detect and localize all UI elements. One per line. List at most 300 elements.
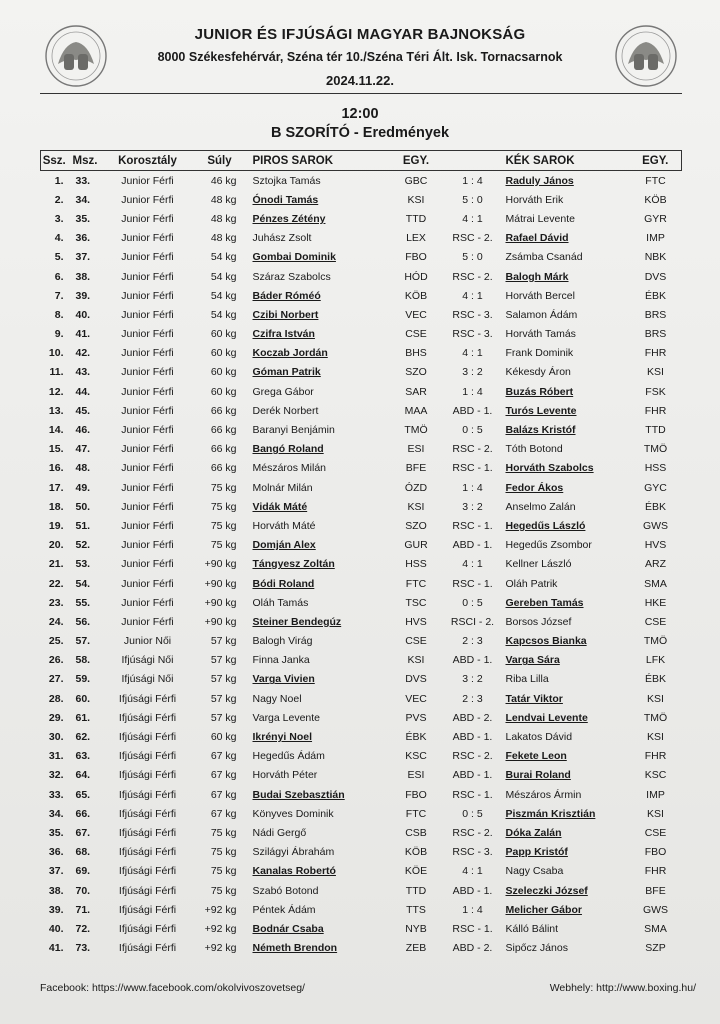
bout-result: RSC - 2. bbox=[452, 443, 493, 456]
weight-class: 57 kg bbox=[210, 635, 237, 648]
bout-result: ABD - 2. bbox=[452, 711, 493, 724]
bout-number: 13. bbox=[48, 404, 64, 417]
weight-class: +90 kg bbox=[204, 577, 237, 590]
age-category: Junior Férfi bbox=[121, 424, 174, 437]
col-header-suly: Súly bbox=[193, 151, 247, 171]
bout-number: 27. bbox=[48, 673, 64, 686]
red-corner-boxer: Vidák Máté bbox=[252, 500, 308, 513]
blue-corner-club: CSE bbox=[644, 615, 667, 628]
blue-corner-club: TMÖ bbox=[643, 711, 668, 724]
red-corner-club: TSC bbox=[405, 596, 427, 609]
blue-corner-boxer: Fekete Leon bbox=[505, 750, 567, 763]
blue-corner-boxer: Melicher Gábor bbox=[505, 903, 582, 916]
blue-corner-club: KSI bbox=[647, 731, 664, 744]
table-row bbox=[41, 651, 682, 670]
bout-result: 3 : 2 bbox=[462, 673, 483, 686]
table-row bbox=[41, 382, 682, 401]
table-row bbox=[41, 267, 682, 286]
blue-corner-club: TMÖ bbox=[643, 635, 668, 648]
weight-class: 66 kg bbox=[210, 443, 237, 456]
bout-result: 1 : 4 bbox=[462, 481, 483, 494]
match-number: 63. bbox=[75, 750, 91, 763]
age-category: Ifjúsági Férfi bbox=[118, 903, 177, 916]
age-category: Ifjúsági Férfi bbox=[118, 942, 177, 955]
weight-class: 54 kg bbox=[210, 308, 237, 321]
blue-corner-club: FHR bbox=[644, 404, 667, 417]
blue-corner-boxer: Borsos József bbox=[505, 615, 572, 628]
age-category: Junior Férfi bbox=[121, 462, 174, 475]
red-corner-club: SAR bbox=[405, 385, 427, 398]
blue-corner-club: IMP bbox=[646, 232, 665, 245]
weight-class: +90 kg bbox=[204, 596, 237, 609]
match-number: 50. bbox=[75, 500, 91, 513]
table-row bbox=[41, 440, 682, 459]
blue-corner-club: TTD bbox=[645, 424, 666, 437]
age-category: Ifjúsági Férfi bbox=[118, 807, 177, 820]
red-corner-boxer: Finna Janka bbox=[252, 654, 310, 667]
bout-number: 4. bbox=[54, 232, 64, 245]
table-row bbox=[41, 862, 682, 881]
age-category: Junior Férfi bbox=[121, 174, 174, 187]
blue-corner-boxer: Salamon Ádám bbox=[505, 308, 578, 321]
blue-corner-boxer: Hegedűs László bbox=[505, 519, 586, 532]
table-row bbox=[41, 593, 682, 612]
red-corner-club: LEX bbox=[406, 232, 426, 245]
red-corner-boxer: Bodnár Csaba bbox=[252, 922, 324, 935]
blue-corner-club: NBK bbox=[644, 251, 667, 264]
weight-class: 48 kg bbox=[210, 212, 237, 225]
blue-corner-boxer: Riba Lilla bbox=[505, 673, 549, 686]
red-corner-club: FBO bbox=[405, 788, 427, 801]
table-header-row bbox=[41, 151, 682, 171]
red-corner-club: GBC bbox=[404, 174, 428, 187]
weight-class: 60 kg bbox=[210, 328, 237, 341]
bout-result: 4 : 1 bbox=[462, 212, 483, 225]
weight-class: 54 kg bbox=[210, 251, 237, 264]
match-number: 69. bbox=[75, 865, 91, 878]
red-corner-boxer: Baranyi Benjámin bbox=[252, 424, 335, 437]
table-row bbox=[41, 555, 682, 574]
match-number: 68. bbox=[75, 846, 91, 859]
table-row bbox=[41, 286, 682, 305]
blue-corner-club: FSK bbox=[645, 385, 666, 398]
red-corner-boxer: Bódi Roland bbox=[252, 577, 315, 590]
weight-class: 57 kg bbox=[210, 711, 237, 724]
red-corner-boxer: Horváth Máté bbox=[252, 519, 316, 532]
red-corner-club: ESI bbox=[407, 769, 425, 782]
results-table bbox=[40, 150, 682, 958]
weight-class: 75 kg bbox=[210, 846, 237, 859]
weight-class: 54 kg bbox=[210, 289, 237, 302]
red-corner-club: MAA bbox=[404, 404, 428, 417]
blue-corner-boxer: Fedor Ákos bbox=[505, 481, 564, 494]
red-corner-boxer: Kanalas Robertó bbox=[252, 865, 336, 878]
blue-corner-boxer: Varga Sára bbox=[505, 654, 560, 667]
match-number: 43. bbox=[75, 366, 91, 379]
table-row bbox=[41, 670, 682, 689]
blue-corner-boxer: Rafael Dávid bbox=[505, 232, 569, 245]
red-corner-boxer: Koczab Jordán bbox=[252, 347, 328, 360]
weight-class: 75 kg bbox=[210, 865, 237, 878]
weight-class: 57 kg bbox=[210, 654, 237, 667]
bout-number: 6. bbox=[54, 270, 64, 283]
blue-corner-boxer: Papp Kristóf bbox=[505, 846, 568, 859]
table-row bbox=[41, 325, 682, 344]
red-corner-boxer: Péntek Ádám bbox=[252, 903, 316, 916]
red-corner-club: GUR bbox=[404, 539, 428, 552]
match-number: 33. bbox=[75, 174, 91, 187]
red-corner-boxer: Sztojka Tamás bbox=[252, 174, 321, 187]
blue-corner-club: KSI bbox=[647, 692, 664, 705]
bout-result: 0 : 5 bbox=[462, 807, 483, 820]
bout-result: 1 : 4 bbox=[462, 174, 483, 187]
bout-result: RSC - 1. bbox=[452, 788, 493, 801]
bout-result: 4 : 1 bbox=[462, 347, 483, 360]
weight-class: 60 kg bbox=[210, 731, 237, 744]
bout-result: 0 : 5 bbox=[462, 424, 483, 437]
blue-corner-club: FTC bbox=[645, 174, 666, 187]
blue-corner-club: KSC bbox=[644, 769, 667, 782]
table-row bbox=[41, 229, 682, 248]
table-row bbox=[41, 612, 682, 631]
table-row bbox=[41, 747, 682, 766]
bout-number: 29. bbox=[48, 711, 64, 724]
weight-class: 60 kg bbox=[210, 366, 237, 379]
blue-corner-boxer: Dóka Zalán bbox=[505, 826, 562, 839]
table-row bbox=[41, 574, 682, 593]
match-number: 40. bbox=[75, 308, 91, 321]
table-row bbox=[41, 823, 682, 842]
blue-corner-boxer: Hegedűs Zsombor bbox=[505, 539, 592, 552]
match-number: 48. bbox=[75, 462, 91, 475]
bout-number: 16. bbox=[48, 462, 64, 475]
blue-corner-club: SZP bbox=[645, 942, 666, 955]
age-category: Ifjúsági Női bbox=[121, 673, 174, 686]
red-corner-club: ÓZD bbox=[404, 481, 428, 494]
red-corner-boxer: Czibi Norbert bbox=[252, 308, 319, 321]
blue-corner-club: DVS bbox=[644, 270, 667, 283]
bout-number: 20. bbox=[48, 539, 64, 552]
table-row bbox=[41, 939, 682, 958]
bout-result: ABD - 1. bbox=[452, 654, 493, 667]
col-header-kek-sarok: KÉK SAROK bbox=[502, 151, 630, 171]
table-row bbox=[41, 344, 682, 363]
facebook-link[interactable]: Facebook: https://www.facebook.com/okolvivoszovetseg/ bbox=[40, 982, 305, 994]
blue-corner-club: KSI bbox=[647, 366, 664, 379]
blue-corner-boxer: Gereben Tamás bbox=[505, 596, 584, 609]
match-number: 38. bbox=[75, 270, 91, 283]
bout-number: 22. bbox=[48, 577, 64, 590]
header-divider bbox=[40, 93, 682, 94]
table-row bbox=[41, 209, 682, 228]
venue-address: 8000 Székesfehérvár, Széna tér 10./Széna Téri Ált. Isk. Tornacsarnok bbox=[157, 50, 563, 64]
age-category: Junior Férfi bbox=[121, 615, 174, 628]
red-corner-boxer: Bangó Roland bbox=[252, 443, 324, 456]
bout-result: ABD - 1. bbox=[452, 539, 493, 552]
age-category: Junior Férfi bbox=[121, 251, 174, 264]
bout-number: 24. bbox=[48, 615, 64, 628]
red-corner-club: DVS bbox=[405, 673, 427, 686]
red-corner-club: KÖB bbox=[404, 289, 428, 302]
blue-corner-boxer: Burai Roland bbox=[505, 769, 571, 782]
age-category: Junior Női bbox=[123, 635, 172, 648]
bout-result: RSC - 2. bbox=[452, 270, 493, 283]
red-corner-club: CSB bbox=[405, 826, 427, 839]
blue-corner-club: ÉBK bbox=[644, 289, 666, 302]
red-corner-club: FTC bbox=[405, 807, 427, 820]
match-number: 37. bbox=[75, 251, 91, 264]
age-category: Ifjúsági Férfi bbox=[118, 692, 177, 705]
bout-result: ABD - 1. bbox=[452, 769, 493, 782]
red-corner-club: HVS bbox=[405, 615, 427, 628]
age-category: Ifjúsági Férfi bbox=[118, 922, 177, 935]
red-corner-boxer: Grega Gábor bbox=[252, 385, 314, 398]
table-row bbox=[41, 305, 682, 324]
red-corner-club: ZEB bbox=[405, 942, 427, 955]
blue-corner-club: SMA bbox=[644, 577, 667, 590]
red-corner-club: KÖE bbox=[404, 865, 428, 878]
table-row bbox=[41, 804, 682, 823]
blue-corner-boxer: Kapcsos Bianka bbox=[505, 635, 587, 648]
table-row bbox=[41, 171, 682, 191]
match-number: 51. bbox=[75, 519, 91, 532]
match-number: 39. bbox=[75, 289, 91, 302]
red-corner-club: ÉBK bbox=[405, 731, 427, 744]
red-corner-club: BFE bbox=[405, 462, 427, 475]
match-number: 60. bbox=[75, 692, 91, 705]
blue-corner-boxer: Balázs Kristóf bbox=[505, 424, 576, 437]
weight-class: 54 kg bbox=[210, 270, 237, 283]
age-category: Junior Férfi bbox=[121, 232, 174, 245]
red-corner-boxer: Domján Alex bbox=[252, 539, 316, 552]
blue-corner-boxer: Lakatos Dávid bbox=[505, 731, 573, 744]
red-corner-boxer: Juhász Zsolt bbox=[252, 232, 312, 245]
age-category: Junior Férfi bbox=[121, 443, 174, 456]
blue-corner-club: GWS bbox=[642, 903, 669, 916]
blue-corner-club: SMA bbox=[644, 922, 667, 935]
age-category: Junior Férfi bbox=[121, 308, 174, 321]
bout-number: 3. bbox=[54, 212, 64, 225]
blue-corner-club: KSI bbox=[647, 807, 664, 820]
match-number: 35. bbox=[75, 212, 91, 225]
age-category: Junior Férfi bbox=[121, 577, 174, 590]
red-corner-boxer: Horváth Péter bbox=[252, 769, 318, 782]
bout-result: 4 : 1 bbox=[462, 558, 483, 571]
blue-corner-boxer: Tóth Botond bbox=[505, 443, 563, 456]
blue-corner-boxer: Horváth Erik bbox=[505, 193, 564, 206]
session-time: 12:00 bbox=[341, 106, 379, 122]
weight-class: 67 kg bbox=[210, 750, 237, 763]
red-corner-boxer: Derék Norbert bbox=[252, 404, 319, 417]
bout-number: 11. bbox=[49, 366, 64, 379]
bout-number: 37. bbox=[48, 865, 64, 878]
age-category: Junior Férfi bbox=[121, 481, 174, 494]
table-row bbox=[41, 190, 682, 209]
col-header-egy-red: EGY. bbox=[389, 151, 444, 171]
weight-class: +92 kg bbox=[204, 903, 237, 916]
match-number: 34. bbox=[75, 193, 91, 206]
match-number: 41. bbox=[75, 328, 91, 341]
blue-corner-boxer: Horváth Szabolcs bbox=[505, 462, 594, 475]
red-corner-boxer: Varga Levente bbox=[252, 711, 321, 724]
age-category: Junior Férfi bbox=[121, 347, 174, 360]
age-category: Junior Férfi bbox=[121, 558, 174, 571]
bout-number: 25. bbox=[48, 635, 64, 648]
match-number: 42. bbox=[75, 347, 91, 360]
col-header-piros-sarok: PIROS SAROK bbox=[247, 151, 389, 171]
red-corner-boxer: Mészáros Milán bbox=[252, 462, 327, 475]
blue-corner-club: ÉBK bbox=[644, 500, 666, 513]
table-row bbox=[41, 881, 682, 900]
blue-corner-boxer: Turós Levente bbox=[505, 404, 577, 417]
bout-number: 12. bbox=[48, 385, 64, 398]
red-corner-club: HÓD bbox=[404, 270, 428, 283]
website-link[interactable]: Webhely: http://www.boxing.hu/ bbox=[549, 982, 696, 994]
red-corner-boxer: Czifra István bbox=[252, 328, 315, 341]
red-corner-boxer: Budai Szebasztián bbox=[252, 788, 345, 801]
table-row bbox=[41, 727, 682, 746]
age-category: Junior Férfi bbox=[121, 539, 174, 552]
bout-number: 38. bbox=[48, 884, 64, 897]
bout-number: 10. bbox=[48, 347, 64, 360]
blue-corner-club: ÉBK bbox=[644, 673, 666, 686]
red-corner-boxer: Könyves Dominik bbox=[252, 807, 334, 820]
match-number: 72. bbox=[75, 922, 91, 935]
match-number: 67. bbox=[75, 826, 91, 839]
blue-corner-club: FHR bbox=[644, 347, 667, 360]
bout-result: 3 : 2 bbox=[462, 500, 483, 513]
age-category: Junior Férfi bbox=[121, 212, 174, 225]
red-corner-boxer: Szilágyi Ábrahám bbox=[252, 846, 335, 859]
bout-result: RSCI - 2. bbox=[450, 615, 495, 628]
red-corner-boxer: Steiner Bendegúz bbox=[252, 615, 342, 628]
red-corner-boxer: Pénzes Zétény bbox=[252, 212, 326, 225]
match-number: 64. bbox=[75, 769, 91, 782]
bout-number: 18. bbox=[48, 500, 64, 513]
red-corner-club: KSI bbox=[407, 193, 425, 206]
age-category: Ifjúsági Férfi bbox=[118, 769, 177, 782]
weight-class: +90 kg bbox=[204, 615, 237, 628]
red-corner-club: SZO bbox=[405, 519, 427, 532]
age-category: Ifjúsági Férfi bbox=[118, 711, 177, 724]
bout-result: 5 : 0 bbox=[462, 193, 483, 206]
blue-corner-club: GYR bbox=[644, 212, 667, 225]
weight-class: 75 kg bbox=[210, 519, 237, 532]
weight-class: 60 kg bbox=[210, 385, 237, 398]
age-category: Junior Férfi bbox=[121, 270, 174, 283]
table-row bbox=[41, 708, 682, 727]
match-number: 66. bbox=[75, 807, 91, 820]
col-header-korosztaly: Korosztály bbox=[103, 151, 193, 171]
bout-number: 35. bbox=[48, 826, 64, 839]
red-corner-club: FBO bbox=[405, 251, 427, 264]
blue-corner-club: CSE bbox=[644, 826, 667, 839]
table-row bbox=[41, 363, 682, 382]
table-row bbox=[41, 843, 682, 862]
table-row bbox=[41, 401, 682, 420]
age-category: Ifjúsági Férfi bbox=[118, 826, 177, 839]
age-category: Ifjúsági Férfi bbox=[118, 750, 177, 763]
blue-corner-boxer: Nagy Csaba bbox=[505, 865, 564, 878]
match-number: 59. bbox=[75, 673, 91, 686]
red-corner-club: KSI bbox=[407, 500, 425, 513]
weight-class: 75 kg bbox=[210, 826, 237, 839]
bout-result: ABD - 1. bbox=[452, 731, 493, 744]
bout-number: 19. bbox=[48, 519, 64, 532]
bout-number: 30. bbox=[48, 731, 64, 744]
table-row bbox=[41, 478, 682, 497]
match-number: 47. bbox=[75, 443, 91, 456]
table-row bbox=[41, 497, 682, 516]
bout-result: RSC - 1. bbox=[452, 922, 493, 935]
bout-result: RSC - 3. bbox=[452, 308, 493, 321]
blue-corner-boxer: Szeleczki József bbox=[505, 884, 588, 897]
match-number: 57. bbox=[75, 635, 91, 648]
bout-result: ABD - 2. bbox=[452, 942, 493, 955]
match-number: 71. bbox=[75, 903, 91, 916]
age-category: Junior Férfi bbox=[121, 500, 174, 513]
age-category: Ifjúsági Férfi bbox=[118, 731, 177, 744]
weight-class: 67 kg bbox=[210, 788, 237, 801]
red-corner-boxer: Oláh Tamás bbox=[252, 596, 309, 609]
bout-result: RSC - 1. bbox=[452, 577, 493, 590]
event-date: 2024.11.22. bbox=[326, 73, 394, 88]
red-corner-boxer: Németh Brendon bbox=[252, 942, 338, 955]
bout-result: 3 : 2 bbox=[462, 366, 483, 379]
match-number: 54. bbox=[75, 577, 91, 590]
blue-corner-boxer: Anselmo Zalán bbox=[505, 500, 576, 513]
red-corner-boxer: Gombai Dominik bbox=[252, 251, 336, 264]
blue-corner-boxer: Raduly János bbox=[505, 174, 574, 187]
blue-corner-boxer: Tatár Viktor bbox=[505, 692, 563, 705]
blue-corner-club: LFK bbox=[645, 654, 666, 667]
age-category: Junior Férfi bbox=[121, 289, 174, 302]
table-row bbox=[41, 459, 682, 478]
red-corner-boxer: Szabó Botond bbox=[252, 884, 319, 897]
blue-corner-club: KÖB bbox=[644, 193, 667, 206]
championship-title: JUNIOR ÉS IFJÚSÁGI MAGYAR BAJNOKSÁG bbox=[194, 26, 526, 43]
red-corner-club: CSE bbox=[405, 328, 427, 341]
bout-number: 33. bbox=[48, 788, 64, 801]
match-number: 52. bbox=[75, 539, 91, 552]
red-corner-club: VEC bbox=[405, 692, 427, 705]
red-corner-club: HSS bbox=[405, 558, 427, 571]
bout-number: 7. bbox=[54, 289, 64, 302]
red-corner-club: FTC bbox=[405, 577, 427, 590]
blue-corner-boxer: Kékesdy Áron bbox=[505, 366, 571, 379]
blue-corner-club: FHR bbox=[644, 865, 667, 878]
table-row bbox=[41, 516, 682, 535]
blue-corner-club: BFE bbox=[645, 884, 666, 897]
bout-number: 31. bbox=[48, 750, 64, 763]
blue-corner-club: TMÖ bbox=[643, 443, 668, 456]
bout-result: 5 : 0 bbox=[462, 251, 483, 264]
match-number: 49. bbox=[75, 481, 91, 494]
match-number: 62. bbox=[75, 731, 91, 744]
match-number: 36. bbox=[75, 232, 91, 245]
match-number: 55. bbox=[75, 596, 91, 609]
weight-class: +92 kg bbox=[204, 942, 237, 955]
blue-corner-club: GYC bbox=[644, 481, 667, 494]
weight-class: 75 kg bbox=[210, 539, 237, 552]
red-corner-boxer: Góman Patrik bbox=[252, 366, 321, 379]
weight-class: +90 kg bbox=[204, 558, 237, 571]
table-row bbox=[41, 785, 682, 804]
bout-number: 28. bbox=[48, 692, 64, 705]
red-corner-boxer: Ónodi Tamás bbox=[252, 193, 319, 206]
blue-corner-club: FBO bbox=[644, 846, 667, 859]
col-header-ssz: Ssz. bbox=[41, 151, 68, 171]
